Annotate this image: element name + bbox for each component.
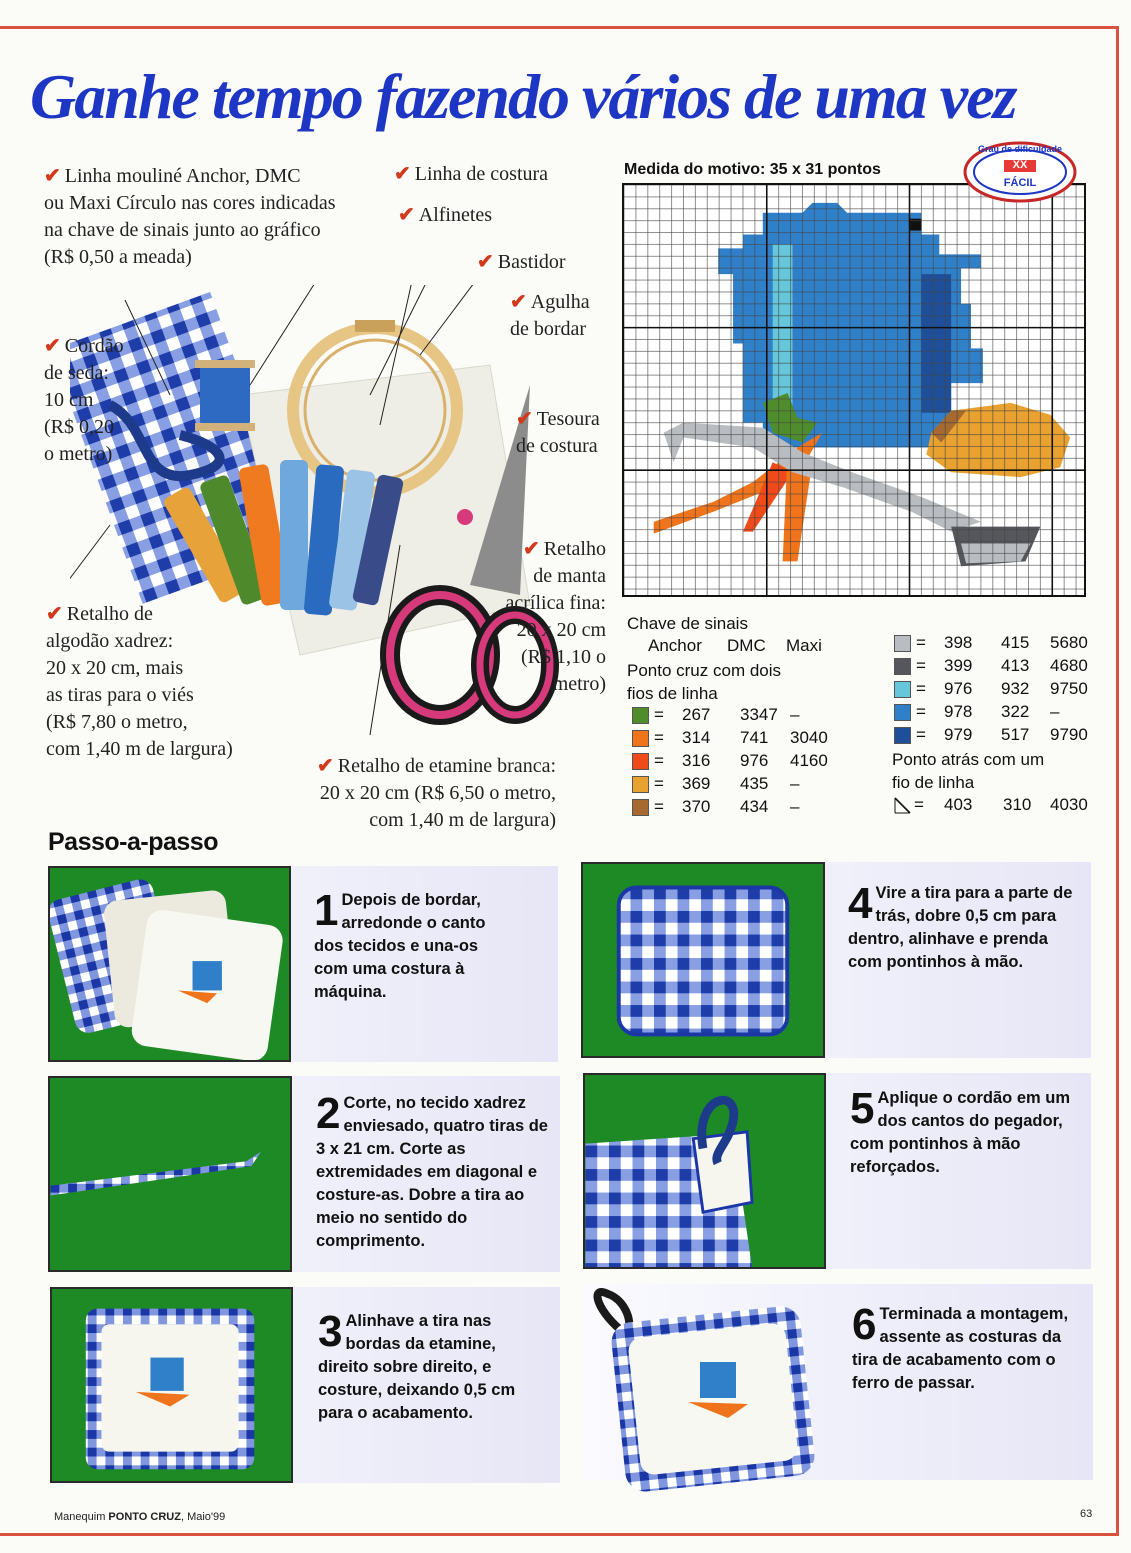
key-equals: = [914,795,924,814]
color-swatch [632,776,649,793]
key-dmc: 517 [1001,725,1030,744]
step-5-number: 5 [850,1084,875,1133]
key-dmc: 976 [740,751,769,770]
color-swatch [632,799,649,816]
footer-credit: Manequim PONTO CRUZ, Maio'99 [54,1511,226,1523]
key-equals: = [916,633,926,652]
step-2-text: 2 Corte, no tecido xadrez enviesado, quatro tiras de 3 x 21 cm. Corte as extremidades em diagonal e costure-as. Dobre a tira ao meio no sentido do comprimento. [316,1089,548,1250]
color-swatch [894,635,911,652]
key-equals: = [654,751,664,770]
key-dmc: 322 [1001,702,1030,721]
key-row [892,702,1131,725]
color-swatch [894,727,911,744]
step-3-number: 3 [318,1307,343,1356]
key-dmc: 413 [1001,656,1030,675]
key-row [892,656,1131,679]
key-maxi: 9790 [1050,725,1088,744]
color-swatch [632,753,649,770]
cross-stitch-chart [622,183,1086,597]
key-dmc: 415 [1001,633,1030,652]
key-anchor: 976 [944,679,973,698]
backstitch-icon [894,797,911,814]
key-maxi: 4030 [1050,795,1088,814]
page-number: 63 [1080,1508,1093,1520]
steps-title: Passo-a-passo [48,828,218,856]
difficulty-level: FÁCIL [1003,177,1037,189]
key-anchor: 403 [944,795,973,814]
key-anchor: 316 [682,751,711,770]
key-maxi: – [790,797,800,816]
material-tesoura: ✔ Tesoura de costura [516,408,600,457]
material-agulha: ✔ Agulha de bordar [510,291,590,340]
material-cordao: ✔ Cordão de seda: 10 cm (R$ 0,20 o metro) [44,335,124,465]
step-4-photo [581,862,825,1058]
key-maxi: 9750 [1050,679,1088,698]
difficulty-badge-mark: XX [1012,159,1028,171]
key-anchor: 370 [682,797,711,816]
step-4-number: 4 [848,879,873,928]
page-border-top [0,26,1118,29]
key-maxi: – [790,705,800,724]
key-maxi: 4680 [1050,656,1088,675]
key-maxi: 5680 [1050,633,1088,652]
key-equals: = [916,702,926,721]
page-border-bottom [0,1533,1118,1536]
key-header-anchor: Anchor [648,636,702,655]
color-swatch [894,658,911,675]
step-6-photo [578,1284,848,1504]
key-header-maxi: Maxi [786,636,822,655]
key-row [630,751,870,774]
key-anchor: 979 [944,725,973,744]
step-6-number: 6 [852,1300,877,1349]
key-maxi: 3040 [790,728,828,747]
key-row [630,774,870,797]
key-row-backstitch [892,795,1122,818]
key-dmc: 932 [1001,679,1030,698]
color-swatch [894,704,911,721]
key-section-backstitch: Ponto atrás com um fio de linha [892,750,1045,792]
key-equals: = [654,705,664,724]
step-1-photo [48,866,291,1062]
step-6-text: 6 Terminada a montagem, assente as costuras da tira de acabamento com o ferro de passar. [852,1300,1069,1392]
key-anchor: 399 [944,656,973,675]
step-4-text: 4 Vire a tira para a parte de trás, dobre 0,5 cm para dentro, alinhave e prenda com pontinhos à mão. [848,879,1073,971]
key-maxi: 4160 [790,751,828,770]
material-retalho-manta: ✔ Retalho de manta acrílica fina: 20 x 20 cm (R$ 1,10 o metro) [505,538,606,695]
step-3-text: 3 Alinhave a tira nas bordas da etamine, direito sobre direito, e costure, deixando 0,5 cm para o acabamento. [318,1307,516,1422]
key-dmc: 435 [740,774,769,793]
key-dmc: 434 [740,797,769,816]
key-row [630,705,870,728]
material-linha-mouline: ✔ Linha mouliné Anchor, DMC ou Maxi Círculo nas cores indicadas na chave de sinais junto ao gráfico (R$ 0,50 a meada) [44,165,336,268]
material-alfinetes: ✔ Alfinetes [398,204,493,226]
key-anchor: 369 [682,774,711,793]
step-1-number: 1 [314,886,339,935]
key-equals: = [654,797,664,816]
key-equals: = [654,774,664,793]
color-swatch [632,707,649,724]
step-3-photo [50,1287,293,1483]
step-5-text: 5 Aplique o cordão em um dos cantos do pegador, com pontinhos à mão reforçados. [850,1084,1071,1176]
key-dmc: 310 [1003,795,1032,814]
key-anchor: 978 [944,702,973,721]
material-linha-costura: ✔ Linha de costura [394,163,549,185]
key-anchor: 398 [944,633,973,652]
difficulty-badge [962,140,1078,204]
color-swatch [894,681,911,698]
step-2-number: 2 [316,1089,341,1138]
step-1-text: 1 Depois de bordar, arredonde o canto dos tecidos e una-os com uma costura à máquina. [314,886,486,1001]
key-maxi: – [790,774,800,793]
key-equals: = [654,728,664,747]
color-swatch [632,730,649,747]
key-maxi: – [1050,702,1060,721]
material-retalho-etamine: ✔ Retalho de etamine branca: 20 x 20 cm (R$ 6,50 o metro, com 1,40 m de largura) [317,755,556,831]
key-title: Chave de sinais [627,614,748,633]
motif-size-label: Medida do motivo: 35 x 31 pontos [624,161,881,178]
key-row [892,633,1131,656]
page-border-right [1116,26,1119,1536]
key-equals: = [916,656,926,675]
key-equals: = [916,725,926,744]
material-bastidor: ✔ Bastidor [477,251,566,273]
step-5-photo [583,1073,826,1269]
material-retalho-algodao: ✔ Retalho de algodão xadrez: 20 x 20 cm, mais as tiras para o viés (R$ 7,80 o metro, com 1,40 m de largura) [46,603,233,760]
key-header-dmc: DMC [727,636,766,655]
key-anchor: 314 [682,728,711,747]
key-dmc: 3347 [740,705,778,724]
key-anchor: 267 [682,705,711,724]
key-section-cross-stitch: Ponto cruz com dois fios de linha [627,661,782,703]
key-dmc: 741 [740,728,769,747]
page-title: Ganhe tempo fazendo vários de uma vez [30,61,1016,132]
key-row [892,725,1131,748]
step-2-photo [48,1076,292,1272]
key-row [630,797,870,820]
key-row [892,679,1131,702]
difficulty-badge-top: Grau de dificuldade [977,144,1062,154]
key-equals: = [916,679,926,698]
key-row [630,728,870,751]
